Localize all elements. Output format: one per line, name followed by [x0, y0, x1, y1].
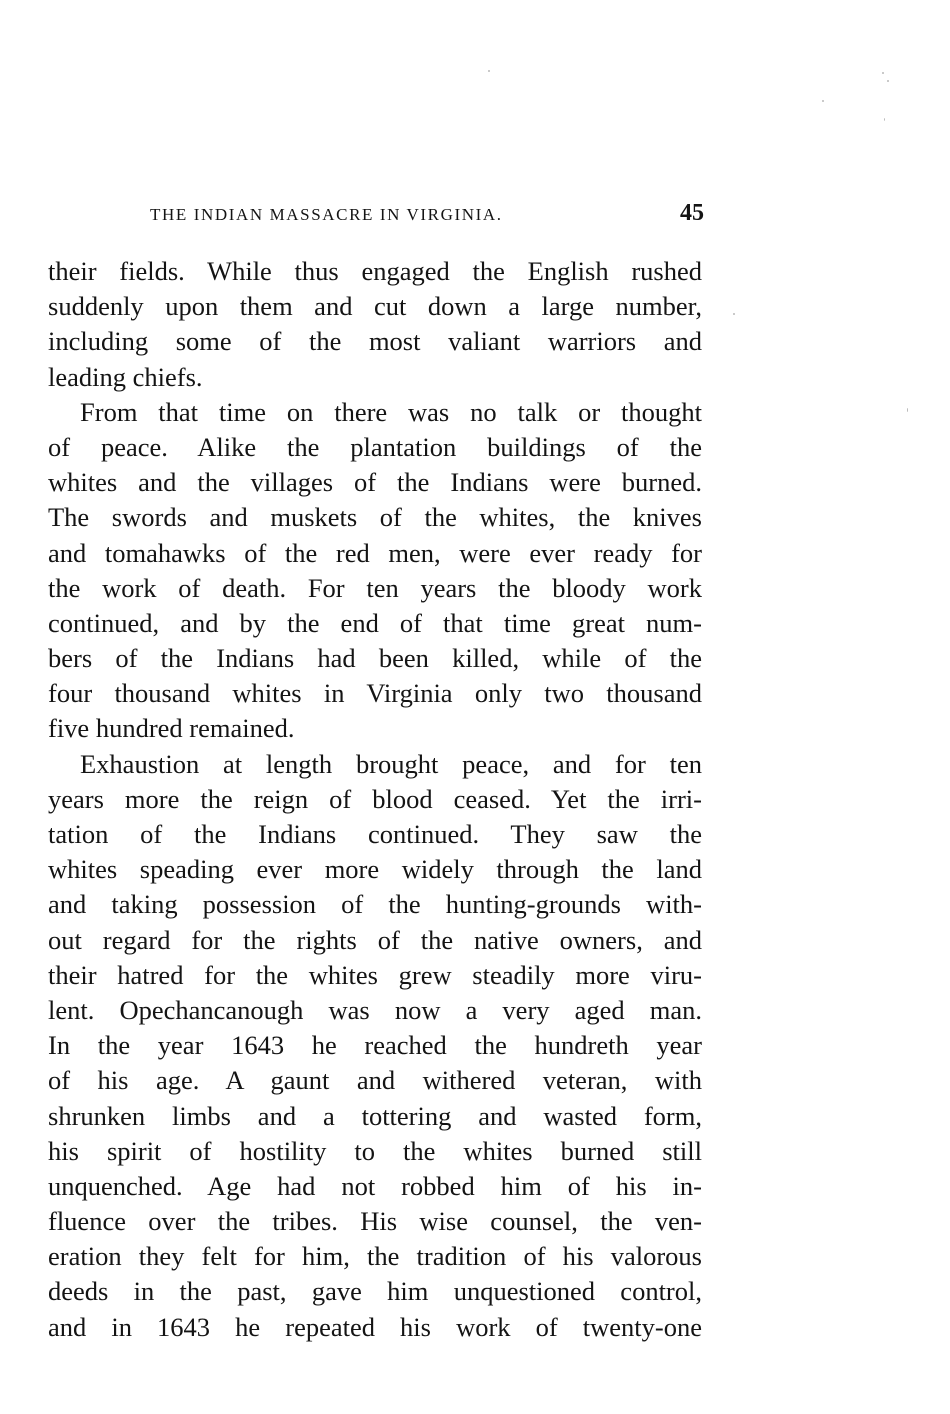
text-line: shrunken limbs and a tottering and wasted form, [48, 1100, 702, 1131]
text-line: out regard for the rights of the native owners, and [48, 924, 702, 955]
text-line: and in 1643 he repeated his work of twenty-one [48, 1311, 702, 1342]
text-line: of peace. Alike the plantation buildings of the [48, 431, 702, 462]
paper-speck [882, 72, 884, 74]
paper-speck [822, 100, 824, 102]
text-line: their hatred for the whites grew steadily more viru- [48, 959, 702, 990]
text-line: four thousand whites in Virginia only two thousand [48, 678, 702, 709]
text-line: whites and the villages of the Indians were burned. [48, 467, 702, 498]
running-head [48, 200, 704, 230]
running-title: THE INDIAN MASSACRE IN VIRGINIA. [150, 205, 503, 224]
text-line: bers of the Indians had been killed, while of the [48, 643, 702, 674]
text-line: tation of the Indians continued. They saw the [48, 819, 702, 849]
text-line: years more the reign of blood ceased. Yet the irri- [48, 783, 702, 814]
text-line: of his age. A gaunt and withered veteran, with [48, 1065, 702, 1096]
text-line: From that time on there was no talk or thought [80, 396, 702, 427]
text-line: fluence over the tribes. His wise counsel, the ven- [48, 1206, 702, 1237]
text-line: whites speading ever more widely through the land [48, 854, 702, 885]
text-line: the work of death. For ten years the bloody work [48, 572, 702, 603]
text-line: Exhaustion at length brought peace, and for ten [80, 748, 702, 779]
text-line: including some of the most valiant warriors and [48, 326, 702, 357]
paper-speck [887, 80, 889, 82]
text-line: lent. Opechancanough was now a very aged man. [48, 994, 702, 1025]
text-line: In the year 1643 he reached the hundreth year [48, 1030, 702, 1061]
page-number: 45 [680, 200, 704, 226]
text-line: continued, and by the end of that time great num- [48, 607, 702, 638]
text-line: his spirit of hostility to the whites burned still [48, 1135, 702, 1166]
body-text [48, 254, 702, 1345]
paper-speck [488, 70, 490, 72]
text-line: unquenched. Age had not robbed him of his in- [48, 1170, 702, 1201]
text-line: five hundred remained. [48, 713, 295, 744]
paper-speck [733, 313, 735, 315]
text-line: their fields. While thus engaged the English rushed [48, 256, 702, 286]
text-line: and taking possession of the hunting-grounds with- [48, 889, 702, 920]
text-line: leading chiefs. [48, 361, 203, 392]
paper-speck [907, 408, 908, 412]
text-line: eration they felt for him, the tradition of his valorous [48, 1241, 702, 1272]
text-line: suddenly upon them and cut down a large number, [48, 291, 702, 322]
paper-speck [884, 118, 885, 121]
text-line: deeds in the past, gave him unquestioned control, [48, 1276, 702, 1307]
text-line: The swords and muskets of the whites, the knives [48, 502, 702, 533]
text-line: and tomahawks of the red men, were ever ready for [48, 537, 702, 568]
